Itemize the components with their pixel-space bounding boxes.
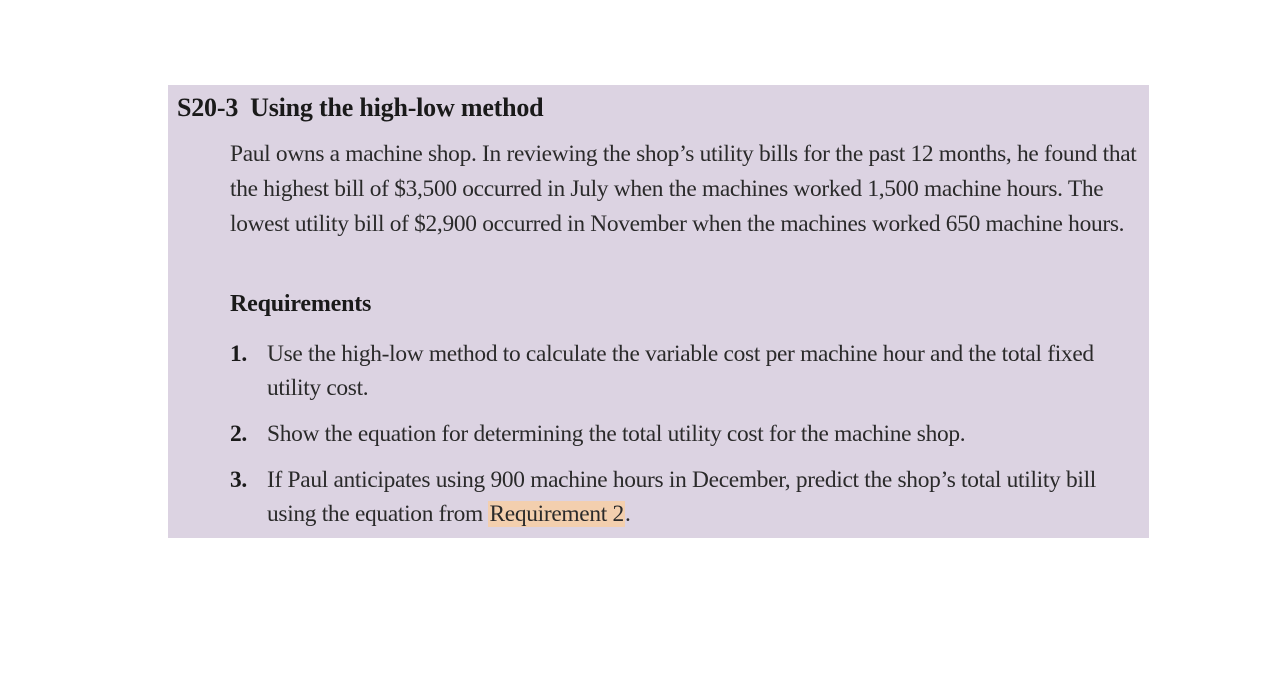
requirement-item-1 xyxy=(230,337,1130,405)
requirement-number: 3. xyxy=(230,467,247,493)
requirement-text: Show the equation for determining the total utility cost for the machine shop. xyxy=(267,421,966,447)
requirements-list xyxy=(230,337,1130,543)
requirement-number: 2. xyxy=(230,421,247,447)
requirement-text-before: If Paul anticipates using 900 machine hours in December, predict the shop’s total utility bill using the equation from xyxy=(267,467,1096,527)
requirement-number: 1. xyxy=(230,341,247,367)
requirement-text: Use the high-low method to calculate the variable cost per machine hour and the total fixed utility cost. xyxy=(267,341,1094,401)
exercise-title xyxy=(177,93,543,123)
requirement-text xyxy=(267,467,1096,527)
exercise-panel xyxy=(168,85,1149,538)
exercise-paragraph: Paul owns a machine shop. In reviewing the shop’s utility bills for the past 12 months, he found that the highest bill of $3,500 occurred in July when the machines worked 1,500 machine hours. The lowest utility bill of $2,900 occurred in November when the machines worked 650 machine hours. xyxy=(230,141,1137,237)
requirements-heading: Requirements xyxy=(230,291,372,317)
exercise-title-text: Using the high-low method xyxy=(250,93,544,122)
requirement-item-3 xyxy=(230,463,1130,531)
exercise-code: S20-3 xyxy=(177,93,239,122)
requirement-text-after: . xyxy=(624,501,631,527)
requirement-item-2 xyxy=(230,417,1130,451)
highlighted-reference: Requirement 2 xyxy=(489,501,624,527)
